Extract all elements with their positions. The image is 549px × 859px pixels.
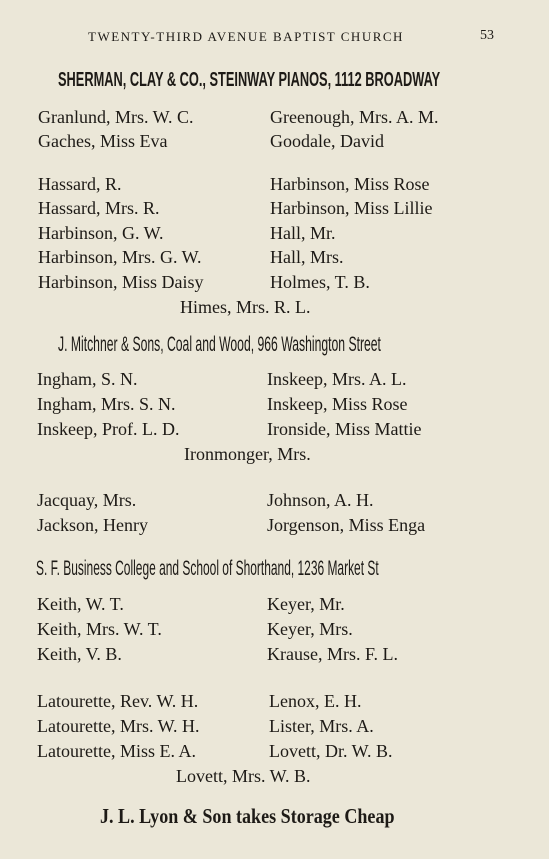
- member-name: Ingham, S. N.: [37, 369, 138, 389]
- member-name: Harbinson, Miss Rose: [270, 174, 430, 194]
- member-name: Latourette, Mrs. W. H.: [37, 716, 200, 736]
- member-name: Harbinson, Miss Daisy: [38, 272, 204, 292]
- member-name: Harbinson, G. W.: [38, 223, 164, 243]
- member-name: Krause, Mrs. F. L.: [267, 644, 399, 664]
- member-name: Keith, Mrs. W. T.: [37, 619, 162, 639]
- advertisement-line: SHERMAN, CLAY & CO., STEINWAY PIANOS, 1112 BROADWAY: [58, 69, 441, 91]
- running-header: TWENTY-THIRD AVENUE BAPTIST CHURCH: [88, 29, 404, 44]
- member-name: Jackson, Henry: [37, 515, 148, 535]
- member-name: Inskeep, Miss Rose: [267, 394, 408, 414]
- member-name: Ironside, Miss Mattie: [267, 419, 422, 439]
- advertisement-line: S. F. Business College and School of Shorthand, 1236 Market St: [36, 557, 379, 580]
- member-name: Jorgenson, Miss Enga: [267, 515, 426, 535]
- member-name: Hall, Mrs.: [270, 247, 344, 267]
- member-name: Inskeep, Mrs. A. L.: [267, 369, 407, 389]
- advertisement-line: J. Mitchner & Sons, Coal and Wood, 966 Washington Street: [58, 333, 381, 356]
- member-name: Goodale, David: [270, 131, 384, 151]
- member-name-centered: Himes, Mrs. R. L.: [180, 297, 311, 317]
- member-name: Lovett, Dr. W. B.: [269, 741, 393, 761]
- member-name-centered: Ironmonger, Mrs.: [184, 444, 311, 464]
- member-name: Harbinson, Mrs. G. W.: [38, 247, 202, 267]
- member-name: Hassard, R.: [38, 174, 122, 194]
- member-name: Latourette, Rev. W. H.: [37, 691, 199, 711]
- page-number: 53: [480, 28, 494, 43]
- member-name: Holmes, T. B.: [270, 272, 370, 292]
- advertisement-line: J. L. Lyon & Son takes Storage Cheap: [100, 804, 395, 828]
- member-name: Inskeep, Prof. L. D.: [37, 419, 180, 439]
- member-name: Greenough, Mrs. A. M.: [270, 107, 439, 127]
- member-name: Keith, V. B.: [37, 644, 122, 664]
- member-name: Lenox, E. H.: [269, 691, 362, 711]
- member-name: Lister, Mrs. A.: [269, 716, 374, 736]
- member-name: Granlund, Mrs. W. C.: [38, 107, 194, 127]
- member-name: Keyer, Mrs.: [267, 619, 353, 639]
- member-name: Harbinson, Miss Lillie: [270, 198, 433, 218]
- member-name: Keyer, Mr.: [267, 594, 345, 614]
- member-name: Johnson, A. H.: [267, 490, 374, 510]
- member-name: Latourette, Miss E. A.: [37, 741, 196, 761]
- member-name: Ingham, Mrs. S. N.: [37, 394, 176, 414]
- member-name: Hall, Mr.: [270, 223, 336, 243]
- member-name: Gaches, Miss Eva: [38, 131, 168, 151]
- member-name-centered: Lovett, Mrs. W. B.: [176, 766, 311, 786]
- member-name: Hassard, Mrs. R.: [38, 198, 160, 218]
- member-name: Jacquay, Mrs.: [37, 490, 137, 510]
- member-name: Keith, W. T.: [37, 594, 124, 614]
